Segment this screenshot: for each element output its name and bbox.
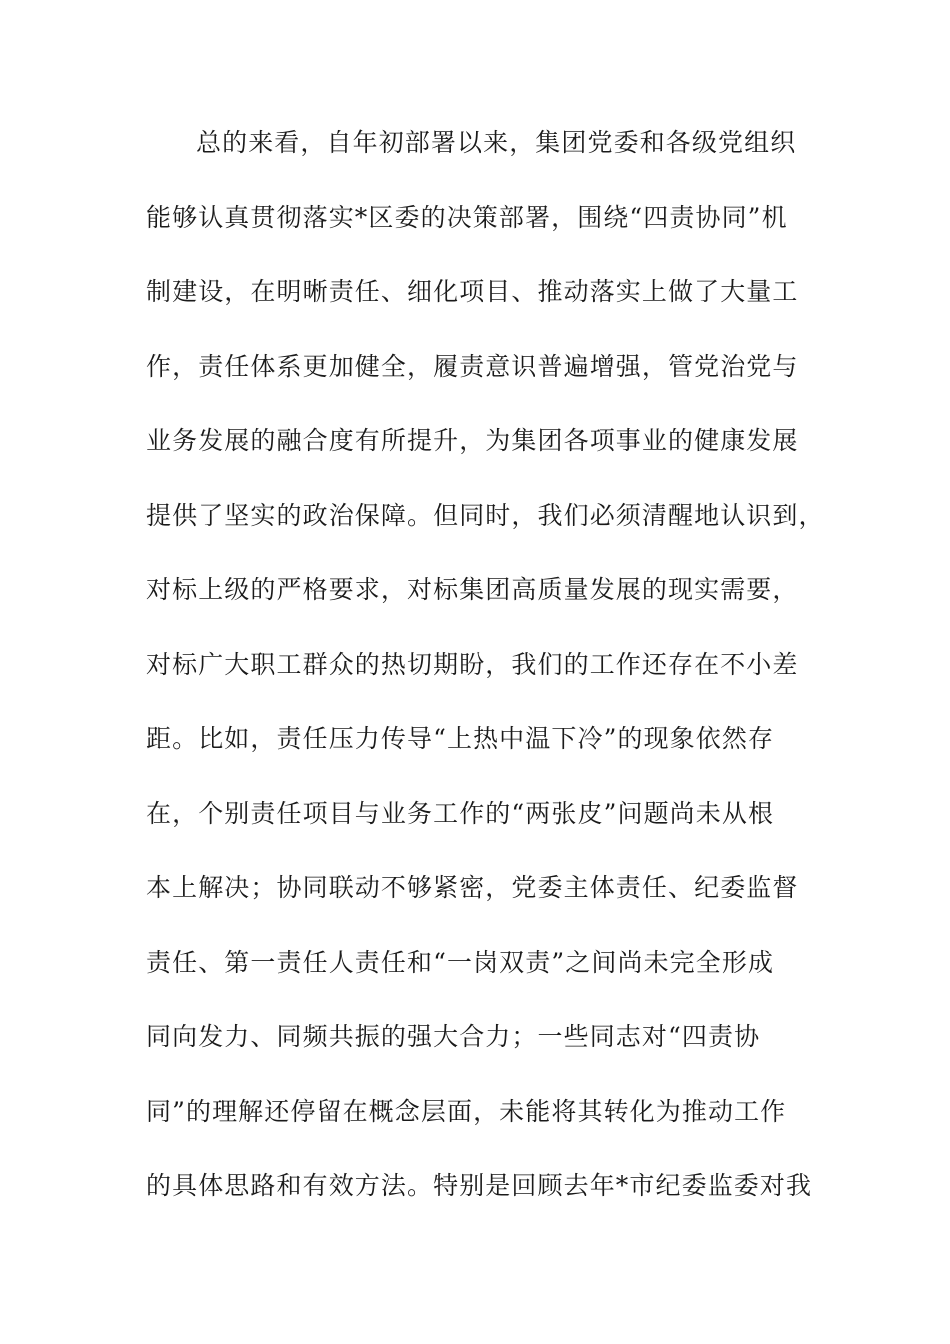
text-line-2: 能够认真贯彻落实*区委的决策部署，围绕“四责协同”机 bbox=[146, 202, 788, 232]
text-line-15: 的具体思路和有效方法。特别是回顾去年*市纪委监委对我 bbox=[146, 1171, 813, 1200]
text-line-11: 本上解决；协同联动不够紧密，党委主体责任、纪委监督 bbox=[146, 873, 799, 902]
text-line-12: 责任、第一责任人责任和“一岗双责”之间尚未完全形成 bbox=[146, 947, 775, 977]
text-line-3: 制建设，在明晰责任、细化项目、推动落实上做了大量工 bbox=[146, 277, 799, 306]
text-line-13: 同向发力、同频共振的强大合力；一些同志对“四责协 bbox=[146, 1022, 761, 1051]
text-line-6: 提供了坚实的政治保障。但同时，我们必须清醒地认识到， bbox=[146, 500, 825, 530]
body-paragraph bbox=[146, 118, 825, 1236]
text-line-14: 同”的理解还停留在概念层面，未能将其转化为推动工作 bbox=[146, 1096, 787, 1126]
text-line-9: 距。比如，责任压力传导“上热中温下冷”的现象依然存 bbox=[146, 724, 775, 753]
text-line-5: 业务发展的融合度有所提升，为集团各项事业的健康发展 bbox=[146, 426, 799, 455]
text-line-10: 在，个别责任项目与业务工作的“两张皮”问题尚未从根 bbox=[146, 798, 775, 828]
text-line-8: 对标广大职工群众的热切期盼，我们的工作还存在不小差 bbox=[146, 649, 799, 679]
text-line-1: 总的来看，自年初部署以来，集团党委和各级党组织 bbox=[196, 128, 797, 157]
text-line-4: 作，责任体系更加健全，履责意识普遍增强，管党治党与 bbox=[146, 351, 799, 381]
text-line-7: 对标上级的严格要求，对标集团高质量发展的现实需要， bbox=[146, 575, 799, 604]
